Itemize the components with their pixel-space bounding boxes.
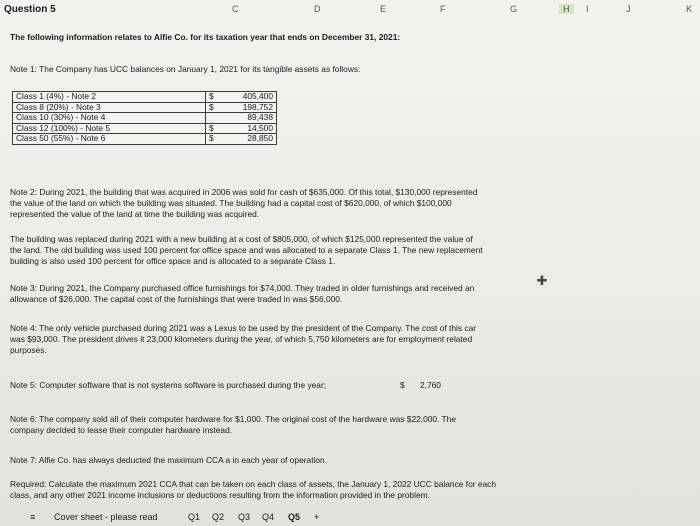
column-header-selected[interactable]: H — [559, 4, 574, 14]
currency-cell — [206, 113, 221, 124]
note6-line1: Note 6: The company sold all of their computer hardware for $1,000. The original cost of the hardware was $22,000. The — [10, 414, 456, 424]
intro-text: The following information relates to Alfie Co. for its taxation year that ends on December 31, 2021: — [10, 32, 401, 42]
table-row[interactable] — [13, 134, 277, 145]
currency-cell: $ — [206, 102, 221, 113]
table-row[interactable] — [13, 113, 277, 124]
table-row[interactable] — [13, 92, 277, 103]
class-cell: Class 50 (55%) - Note 6 — [13, 134, 206, 145]
note5-amount: 2,760 — [420, 380, 441, 390]
note2b-line3: building is also used 100 percent for office space and is allocated to a separate Class 1. — [10, 256, 336, 266]
note2-line3: represented the value of the land at time the building was acquired. — [10, 209, 260, 219]
column-header[interactable]: I — [586, 4, 589, 14]
amount-cell: 405,400 — [220, 92, 277, 103]
amount-cell: 89,438 — [220, 113, 277, 124]
class-cell: Class 12 (100%) - Note 5 — [13, 123, 206, 134]
column-header-row — [0, 0, 700, 22]
currency-cell: $ — [206, 123, 221, 134]
crosshair-plus-icon: ✚ — [536, 273, 548, 288]
class-cell: Class 8 (20%) - Note 3 — [13, 102, 206, 113]
amount-cell: 198,752 — [220, 102, 277, 113]
table-row[interactable] — [13, 102, 277, 113]
currency-cell: $ — [206, 134, 221, 145]
add-sheet-icon[interactable]: + — [314, 512, 320, 522]
column-header[interactable]: D — [314, 4, 321, 14]
note3-line1: Note 3: During 2021, the Company purchased office furnishings for $74,000. They traded in older furnishings and received an — [10, 283, 475, 293]
table-row[interactable] — [13, 123, 277, 134]
note7-text: Note 7: Alfie Co. has always deducted the maximum CCA a in each year of operation. — [10, 455, 328, 465]
required-line2: class, and any other 2021 income inclusions or deductions resulting from the information provided in the problem. — [10, 490, 430, 500]
column-header[interactable]: C — [232, 4, 239, 14]
column-header[interactable]: G — [510, 4, 518, 14]
note5-text: Note 5: Computer software that is not systems software is purchased during the year; — [10, 380, 327, 390]
sheet-tab-q5-active[interactable]: Q5 — [288, 512, 301, 522]
question-title: Question 5 — [4, 4, 56, 15]
ucc-balances-table — [12, 91, 277, 145]
note2b-line2: the land. The old building was used 100 percent for office space and was allocated to a separate Class 1. The new replacement — [10, 245, 483, 255]
note1-text: Note 1: The Company has UCC balances on January 1, 2021 for its tangible assets as follows: — [10, 64, 361, 74]
note2b-line1: The building was replaced during 2021 with a new building at a cost of $805,000, of which $125,000 represented the value of — [10, 234, 473, 244]
class-cell: Class 1 (4%) - Note 2 — [13, 92, 206, 103]
note5-currency: $ — [400, 380, 405, 390]
column-header[interactable]: E — [380, 4, 387, 14]
sheet-tab-q4[interactable]: Q4 — [262, 512, 275, 522]
menu-icon[interactable]: ≡ — [30, 512, 36, 522]
note6-line2: company decided to lease their computer hardware instead. — [10, 425, 233, 435]
note4-line1: Note 4: The only vehicle purchased during 2021 was a Lexus to be used by the president of the Company. The cost of this car — [10, 323, 477, 333]
amount-cell: 14,500 — [220, 123, 277, 134]
column-header[interactable]: J — [626, 4, 631, 14]
sheet-tab-q1[interactable]: Q1 — [188, 512, 201, 522]
column-header[interactable]: F — [440, 4, 446, 14]
currency-cell: $ — [206, 92, 221, 103]
note3-line2: allowance of $26,000. The capital cost of the furnishings that were traded in was $56,000. — [10, 294, 343, 304]
note4-line3: purposes. — [10, 345, 47, 355]
amount-cell: 28,850 — [220, 134, 277, 145]
class-cell: Class 10 (30%) - Note 4 — [13, 113, 206, 124]
sheet-tab-q3[interactable]: Q3 — [238, 512, 251, 522]
sheet-tab-q2[interactable]: Q2 — [212, 512, 225, 522]
required-line1: Required: Calculate the maximum 2021 CCA that can be taken on each class of assets, the January 1, 2022 UCC balance for each — [10, 479, 497, 489]
sheet-tab-cover[interactable]: Cover sheet - please read — [54, 512, 158, 522]
note4-line2: was $93,000. The president drives it 23,000 kilometers during the year, of which 5,750 kilometers are for employment related — [10, 334, 473, 344]
note2-line1: Note 2: During 2021, the building that was acquired in 2006 was sold for cash of $635,000. Of this total, $130,000 represented — [10, 187, 478, 197]
sheet-tab-bar — [0, 508, 700, 526]
note2-line2: the value of the land on which the building was situated. The building had a capital cost of $620,000, of which $100,000 — [10, 198, 452, 208]
column-header[interactable]: K — [686, 4, 693, 14]
